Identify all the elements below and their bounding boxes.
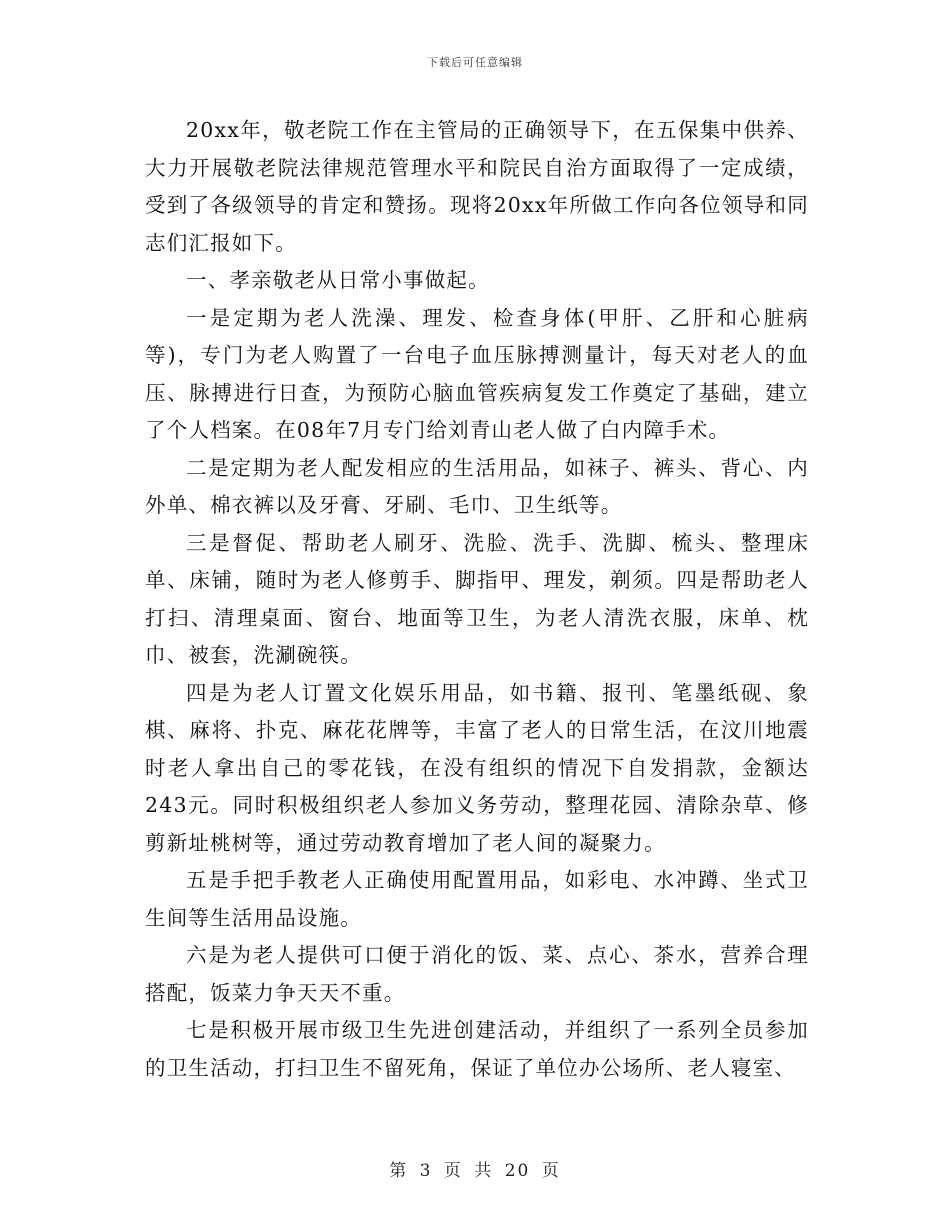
paragraph-item-2: 二是定期为老人配发相应的生活用品，如袜子、裤头、背心、内外单、棉衣裤以及牙膏、牙刷、毛巾、卫生纸等。: [145, 455, 809, 517]
paragraph-item-1: 一是定期为老人洗澡、理发、检查身体(甲肝、乙肝和心脏病等)，专门为老人购置了一台电子血压脉搏测量计，每天对老人的血压、脉搏进行日查，为预防心脑血管疾病复发工作奠定了基础，建立了个人档案。在08年7月专门给刘青山老人做了白内障手术。: [145, 305, 809, 442]
paragraph-intro: 20xx年，敬老院工作在主管局的正确领导下，在五保集中供养、大力开展敬老院法律规范管理水平和院民自治方面取得了一定成绩，受到了各级领导的肯定和赞扬。现将20xx年所做工作向各位领导和同志们汇报如下。: [145, 118, 809, 255]
paragraph-item-4: 四是为老人订置文化娱乐用品，如书籍、报刊、笔墨纸砚、象棋、麻将、扑克、麻花花牌等，丰富了老人的日常生活，在汶川地震时老人拿出自己的零花钱，在没有组织的情况下自发捐款，金额达243元。同时积极组织老人参加义务劳动，整理花园、清除杂草、修剪新址桃树等，通过劳动教育增加了老人间的凝聚力。: [145, 680, 809, 855]
page-number-footer: 第 3 页 共 20 页: [389, 1161, 561, 1181]
section-heading: 一、孝亲敬老从日常小事做起。: [186, 268, 490, 292]
paragraph-item-5: 五是手把手教老人正确使用配置用品，如彩电、水冲蹲、坐式卫生间等生活用品设施。: [145, 868, 809, 930]
paragraph-item-3: 三是督促、帮助老人刷牙、洗脸、洗手、洗脚、梳头、整理床单、床铺，随时为老人修剪手、脚指甲、理发，剃须。四是帮助老人打扫、清理桌面、窗台、地面等卫生，为老人清洗衣服，床单、枕巾、被套，洗涮碗筷。: [145, 530, 809, 667]
paragraph-item-6: 六是为老人提供可口便于消化的饭、菜、点心、茶水，营养合理搭配，饭菜力争天天不重。: [145, 943, 809, 1005]
paragraph-item-7: 七是积极开展市级卫生先进创建活动，并组织了一系列全员参加的卫生活动，打扫卫生不留死角，保证了单位办公场所、老人寝室、: [145, 1018, 809, 1080]
page-header: 下载后可任意编辑: [427, 56, 523, 69]
document-body: [145, 112, 809, 1087]
